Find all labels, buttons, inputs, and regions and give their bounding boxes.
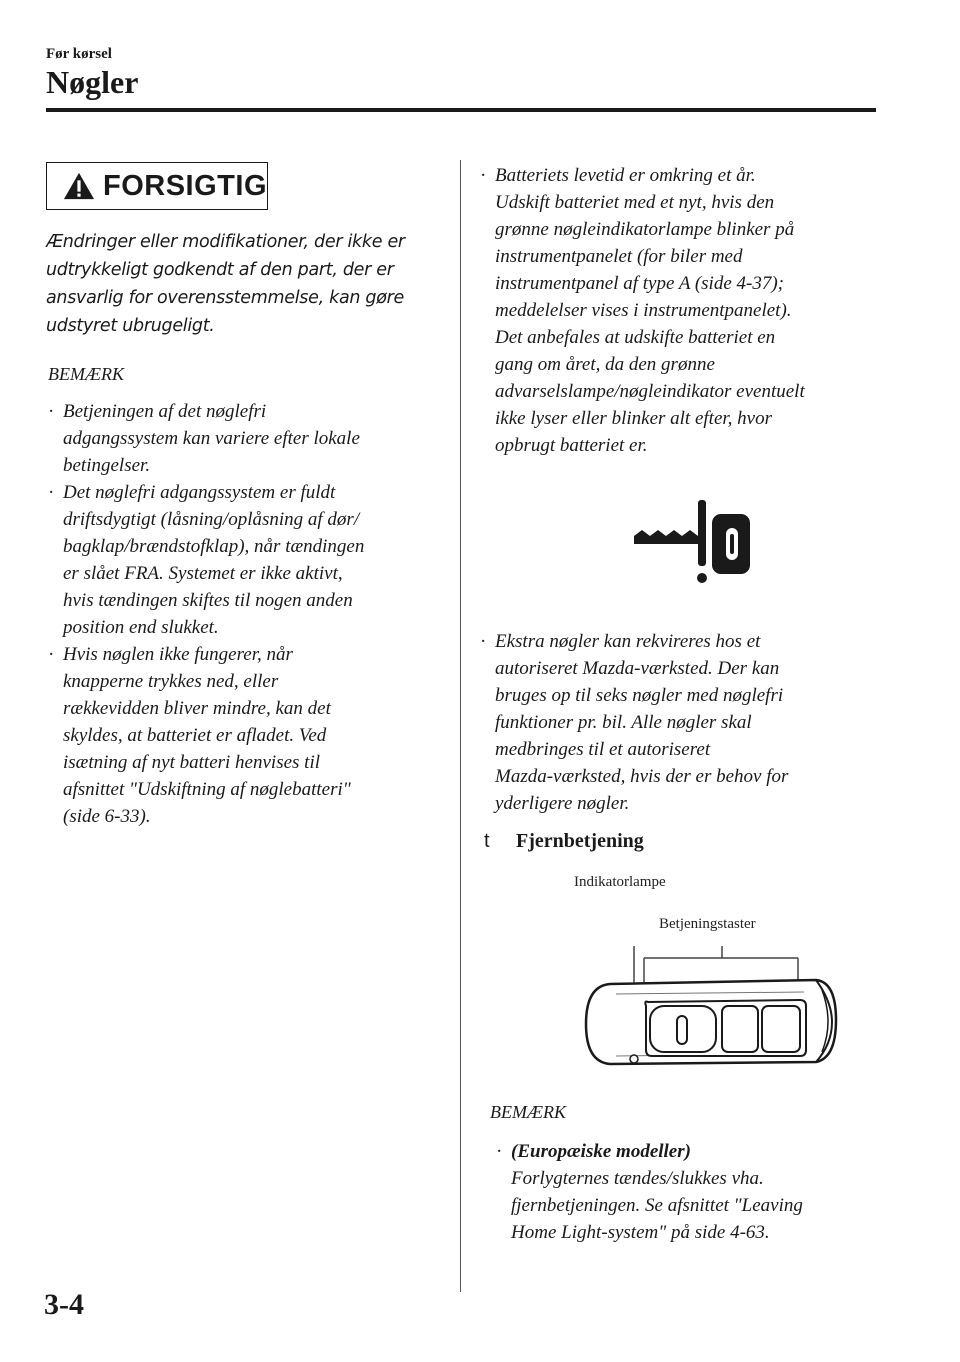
- bullet-line: Udskift batteriet med et nyt, hvis den: [495, 192, 775, 213]
- bullet-line: Forlygternes tændes/slukkes vha.: [511, 1168, 764, 1189]
- bullet-line: gang om året, da den grønne: [495, 354, 715, 375]
- bullet-line: Hvis nøglen ikke fungerer, når: [63, 644, 293, 665]
- bullet-line: medbringes til et autoriseret: [495, 739, 711, 760]
- bullet-line: (side 6-33).: [63, 806, 151, 827]
- bullet-line: Ekstra nøgler kan rekvireres hos et: [495, 631, 761, 652]
- bullet-line: skyldes, at batteriet er afladet. Ved: [63, 725, 327, 746]
- remote-subsection-heading: [484, 830, 644, 853]
- bullet-line: adgangssystem kan variere efter lokale: [63, 428, 360, 449]
- caution-box: [46, 162, 268, 210]
- bullet-line: hvis tændingen skiftes til nogen anden: [63, 590, 353, 611]
- remote-note-bullet: [494, 1138, 894, 1246]
- extra-keys-bullet-list: [478, 628, 888, 817]
- caution-label: FORSIGTIG: [103, 169, 267, 202]
- column-divider: [460, 160, 461, 1292]
- bullet-line: Det nøglefri adgangssystem er fuldt: [63, 482, 336, 503]
- control-buttons-callout: Betjeningstaster: [659, 916, 756, 932]
- section-marker: t: [484, 830, 490, 852]
- battery-life-bullet: [478, 162, 888, 459]
- bullet-line: isætning af nyt batteri henvises til: [63, 752, 321, 773]
- bullet-dot: ·: [480, 631, 487, 652]
- remote-note-heading: BEMÆRK: [490, 1102, 566, 1122]
- bullet-line: Home Light-system" på side 4-63.: [511, 1222, 770, 1243]
- caution-text: Ændringer eller modifikationer, der ikke er udtrykkeligt godkendt af den part, der er ansvarlig for overensstemmelse, kan gøre udstyret ubrugeligt.: [46, 232, 405, 336]
- extra-keys-bullet: [478, 628, 888, 817]
- bullet-line: meddelelser vises i instrumentpanelet).: [495, 300, 792, 321]
- indicator-lamp-callout: Indikatorlampe: [574, 874, 666, 890]
- bullet-line: advarselslampe/nøgleindikator eventuelt: [495, 381, 805, 402]
- remote-note-list: [494, 1138, 894, 1246]
- bullet-line: bruges op til seks nøgler med nøglefri: [495, 685, 784, 706]
- bullet-line: instrumentpanel af type A (side 4-37);: [495, 273, 784, 294]
- page-number: 3-4: [44, 1288, 84, 1321]
- bullet-line: ikke lyser eller blinker alt efter, hvor: [495, 408, 772, 429]
- bullet-line: position end slukket.: [63, 617, 219, 638]
- bullet-line: betingelser.: [63, 455, 151, 476]
- key-warning-indicator-icon: [632, 500, 754, 586]
- title-rule: [46, 108, 876, 112]
- bullet-line: bagklap/brændstofklap), når tændingen: [63, 536, 365, 557]
- bullet-line: yderligere nøgler.: [495, 793, 630, 814]
- bullet-line: funktioner pr. bil. Alle nøgler skal: [495, 712, 752, 733]
- bullet-line: fjernbetjeningen. Se afsnittet "Leaving: [511, 1195, 803, 1216]
- bullet-line: Batteriets levetid er omkring et år.: [495, 165, 756, 186]
- bullet-line: er slået FRA. Systemet er ikke aktivt,: [63, 563, 343, 584]
- note-bullet-controls: [46, 398, 446, 479]
- warning-triangle-icon: [63, 171, 95, 201]
- section-label: Før kørsel: [46, 46, 112, 62]
- remote-key-fob-illustration: [580, 946, 840, 1086]
- bullet-line: driftsdygtigt (låsning/oplåsning af dør/: [63, 509, 360, 530]
- bullet-line: instrumentpanelet (for biler med: [495, 246, 743, 267]
- bullet-line: autoriseret Mazda-værksted. Der kan: [495, 658, 780, 679]
- bullet-line: afsnittet "Udskiftning af nøglebatteri": [63, 779, 351, 800]
- bullet-line: knapperne trykkes ned, eller: [63, 671, 279, 692]
- page-title: Nøgler: [46, 64, 139, 100]
- bullet-dot: ·: [496, 1141, 503, 1162]
- bullet-dot: ·: [48, 482, 55, 503]
- remote-heading: Fjernbetjening: [516, 830, 644, 852]
- bullet-dot: ·: [48, 401, 55, 422]
- bullet-dot: ·: [480, 165, 487, 186]
- note-lead: (Europæiske modeller): [511, 1141, 691, 1162]
- note-bullet-list: [46, 398, 446, 830]
- note-bullet-system: [46, 479, 446, 641]
- bullet-line: Det anbefales at udskifte batteriet en: [495, 327, 776, 348]
- bullet-line: grønne nøgleindikatorlampe blinker på: [495, 219, 795, 240]
- bullet-line: rækkevidden bliver mindre, kan det: [63, 698, 331, 719]
- battery-bullet-list: [478, 162, 888, 459]
- bullet-line: Betjeningen af det nøglefri: [63, 401, 267, 422]
- bullet-line: opbrugt batteriet er.: [495, 435, 648, 456]
- note-bullet-battery-dead: [46, 641, 446, 830]
- bullet-line: Mazda-værksted, hvis der er behov for: [495, 766, 789, 787]
- note-heading: BEMÆRK: [48, 364, 124, 384]
- bullet-dot: ·: [48, 644, 55, 665]
